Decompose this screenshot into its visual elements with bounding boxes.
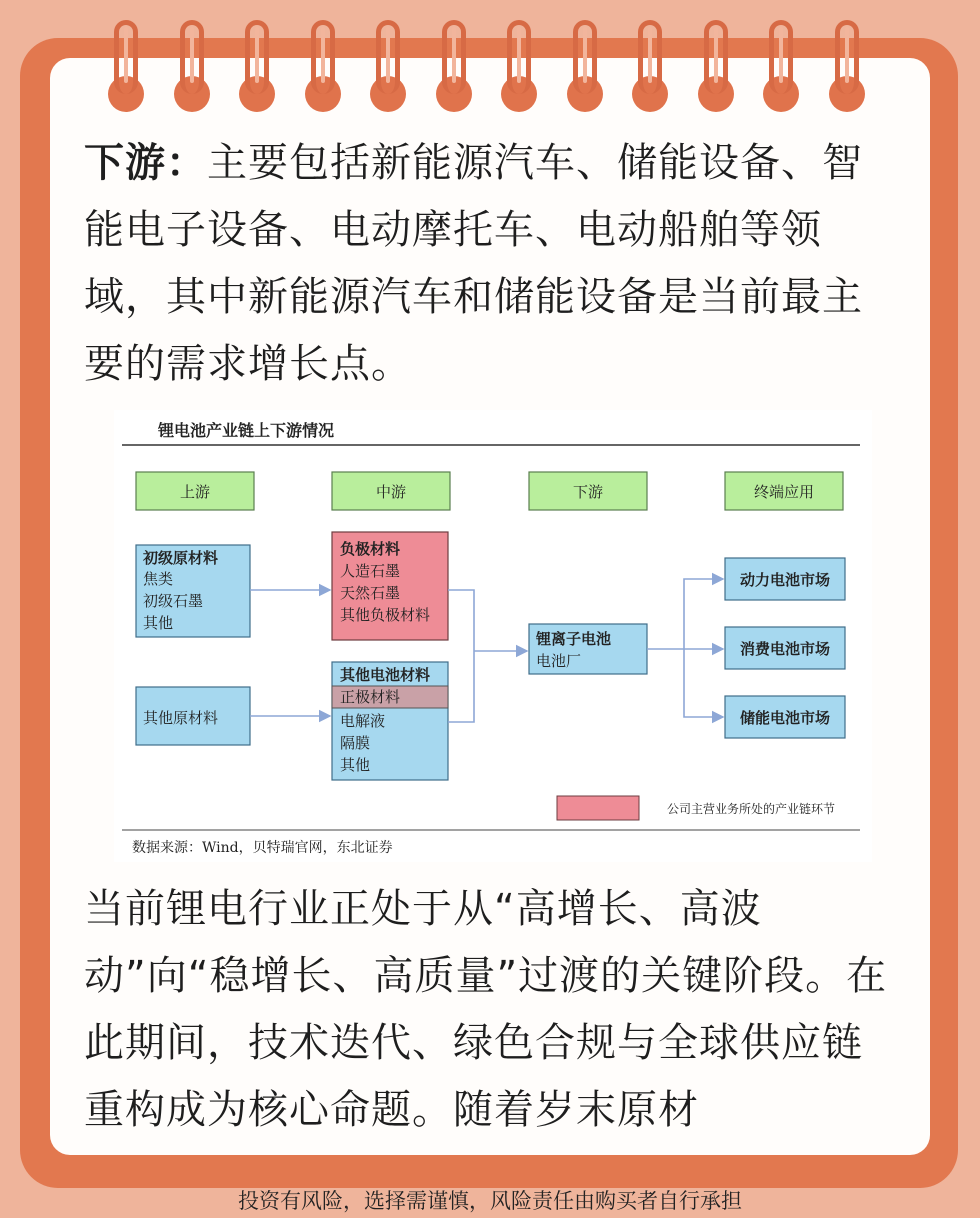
arrow-anode-out: [448, 590, 474, 651]
box-consumer-battery-market-label: 消费电池市场: [739, 640, 831, 658]
industry-chain-figure: [114, 410, 872, 862]
header-downstream: [529, 472, 647, 510]
box-consumer-battery-market: [725, 627, 845, 669]
spiral-ring: [108, 20, 144, 106]
ring-wire: [769, 20, 793, 94]
box-power-battery-market: [725, 558, 845, 600]
box-line: 隔膜: [340, 734, 371, 752]
figure-source: 数据来源：Wind，贝特瑞官网，东北证券: [132, 840, 393, 856]
spiral-ring: [763, 20, 799, 106]
legend-label: 公司主营业务所处的产业链环节: [667, 802, 836, 816]
box-line: 电解液: [340, 712, 386, 730]
ring-wire: [245, 20, 269, 94]
paragraph-body: 主要包括新能源汽车、储能设备、智能电子设备、电动摩托车、电动船舶等领域，其中新能源汽车和储能设备是当前最主要的需求增长点。: [84, 140, 863, 387]
box-other-battery-materials: [332, 662, 448, 780]
spiral-ring: [632, 20, 668, 106]
flow-arrows: [250, 579, 723, 722]
box-storage-battery-market-label: 储能电池市场: [739, 709, 831, 727]
box-other-battery-materials-title: 其他电池材料: [340, 666, 431, 684]
box-primary-raw-materials-title: 初级原材料: [143, 549, 219, 567]
box-line: 其他负极材料: [340, 606, 431, 624]
spiral-ring: [174, 20, 210, 106]
box-li-ion-battery-title: 锂离子电池: [536, 630, 612, 648]
box-line: 初级石墨: [143, 592, 204, 610]
ring-wire: [835, 20, 859, 94]
box-anode-materials: [332, 532, 448, 640]
header-upstream-label: 上游: [179, 483, 211, 501]
box-storage-battery-market: [725, 696, 845, 738]
arrow-to-power: [684, 579, 723, 649]
ring-wire: [704, 20, 728, 94]
spiral-ring: [305, 20, 341, 106]
box-other-raw-materials: [136, 687, 250, 745]
header-midstream: [332, 472, 450, 510]
ring-wire: [114, 20, 138, 94]
paragraph-industry-stage: 当前锂电行业正处于从“高增长、高波动”向“稳增长、高质量”过渡的关键阶段。在此期间，技术迭代、绿色合规与全球供应链重构成为核心命题。随着岁末原材: [84, 886, 888, 1133]
box-primary-raw-materials: [136, 545, 250, 637]
paragraph-downstream: [84, 130, 894, 398]
risk-disclaimer: 投资有风险，选择需谨慎，风险责任由购买者自行承担: [238, 1189, 742, 1213]
box-line: 其他: [143, 614, 174, 632]
ring-wire: [507, 20, 531, 94]
ring-wire: [573, 20, 597, 94]
figure-title: 锂电池产业链上下游情况: [158, 421, 335, 440]
ring-wire: [638, 20, 662, 94]
header-terminal-label: 终端应用: [753, 483, 815, 501]
arrow-materials-out: [448, 651, 474, 722]
header-midstream-label: 中游: [375, 483, 407, 501]
box-line: 人造石墨: [340, 562, 401, 580]
spiral-ring: [239, 20, 275, 106]
box-line-cathode: 正极材料: [340, 688, 401, 706]
box-power-battery-market-label: 动力电池市场: [739, 571, 831, 589]
arrow-to-storage: [684, 649, 723, 717]
spiral-ring: [829, 20, 865, 106]
header-terminal: [725, 472, 843, 510]
ring-wire: [311, 20, 335, 94]
box-line: 其他: [340, 756, 371, 774]
paragraph-lead: 下游：: [84, 140, 207, 186]
box-line: 焦类: [143, 570, 174, 588]
ring-wire: [180, 20, 204, 94]
spiral-ring: [501, 20, 537, 106]
ring-wire: [442, 20, 466, 94]
spiral-ring: [698, 20, 734, 106]
header-downstream-label: 下游: [572, 483, 604, 501]
spiral-ring: [436, 20, 472, 106]
box-anode-materials-title: 负极材料: [340, 540, 401, 558]
box-other-raw-materials-label: 其他原材料: [143, 709, 219, 727]
box-line: 电池厂: [536, 652, 582, 670]
box-li-ion-battery: [529, 624, 647, 674]
spiral-ring: [370, 20, 406, 106]
spiral-ring: [567, 20, 603, 106]
header-upstream: [136, 472, 254, 510]
box-line: 天然石墨: [340, 584, 401, 602]
legend-swatch: [557, 796, 639, 820]
ring-wire: [376, 20, 400, 94]
legend: [557, 796, 835, 820]
